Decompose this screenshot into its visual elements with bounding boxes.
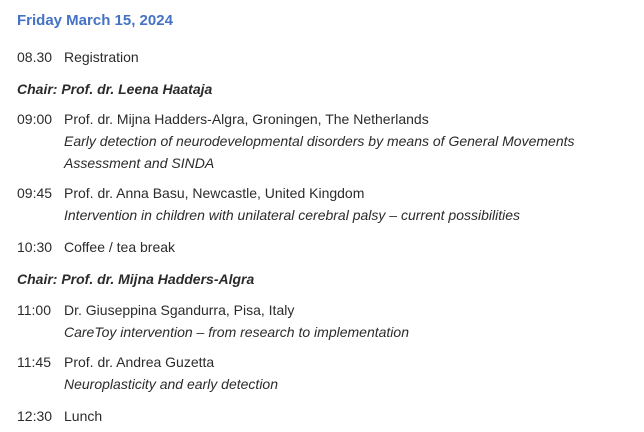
talk-title: Neuroplasticity and early detection — [64, 376, 279, 392]
item-time: 09:45 — [17, 185, 53, 201]
item-time: 12:30 — [17, 408, 53, 424]
item-title: Coffee / tea break — [64, 239, 176, 255]
item-time: 08.30 — [17, 49, 53, 65]
speaker-name: Dr. Giuseppina Sgandurra, Pisa, Italy — [64, 302, 295, 318]
item-title: Lunch — [64, 408, 103, 424]
talk-title: CareToy intervention – from research to implementation — [64, 324, 409, 340]
speaker-name: Prof. dr. Andrea Guzetta — [64, 354, 215, 370]
item-time: 11:00 — [17, 302, 51, 318]
speaker-name: Prof. dr. Mijna Hadders-Algra, Groningen, The Netherlands — [64, 111, 429, 127]
speaker-name: Prof. dr. Anna Basu, Newcastle, United Kingdom — [64, 185, 365, 201]
talk-title: Early detection of neurodevelopmental disorders by means of General Movements Assessment and SINDA — [64, 133, 575, 171]
session-chair: Chair: Prof. dr. Mijna Hadders-Algra — [17, 271, 255, 287]
talk-title: Intervention in children with unilateral cerebral palsy – current possibilities — [64, 207, 521, 223]
item-time: 11:45 — [17, 354, 51, 370]
date-heading: Friday March 15, 2024 — [17, 12, 173, 29]
item-title: Registration — [64, 49, 139, 65]
session-chair: Chair: Prof. dr. Leena Haataja — [17, 81, 213, 97]
item-time: 09:00 — [17, 111, 53, 127]
item-time: 10:30 — [17, 239, 53, 255]
